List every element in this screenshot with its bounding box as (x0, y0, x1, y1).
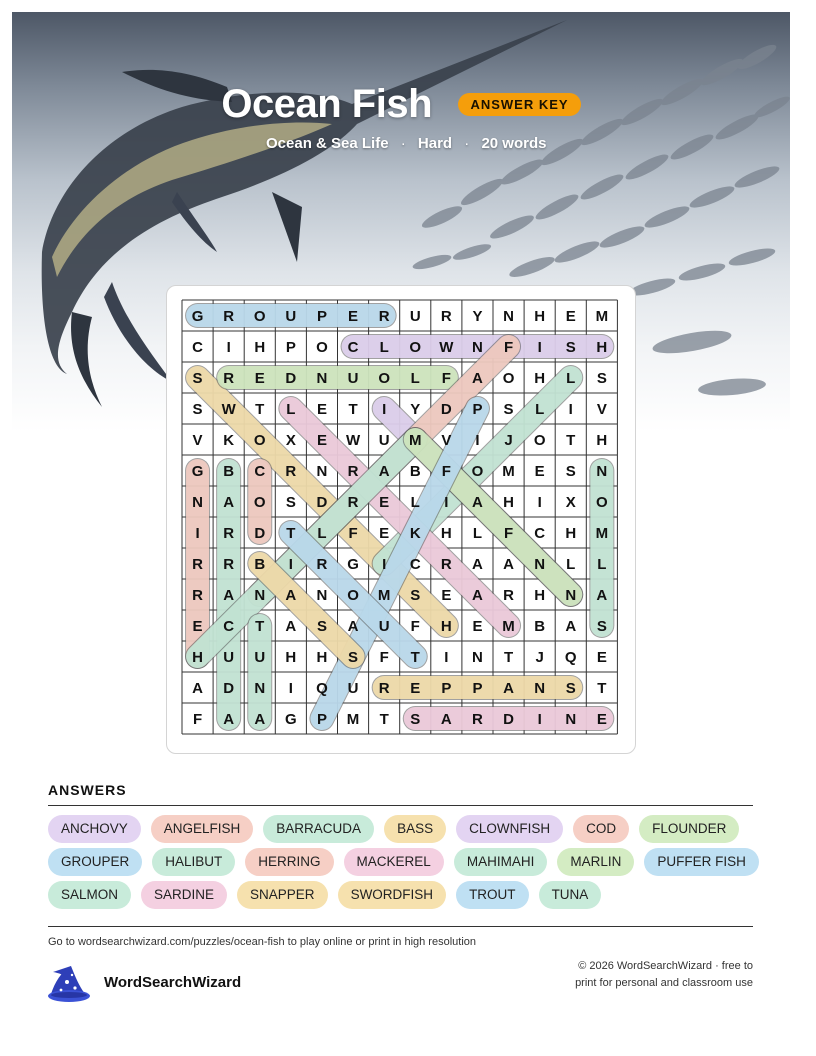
grid-letter: N (534, 680, 546, 697)
answer-chip-angelfish: ANGELFISH (151, 815, 254, 843)
separator-dot: · (464, 135, 470, 152)
grid-letter: L (286, 401, 296, 418)
grid-letter: T (597, 680, 607, 697)
grid-letter: R (223, 525, 235, 542)
answer-row (48, 815, 768, 848)
grid-letter: O (533, 432, 546, 449)
grid-letter: I (382, 556, 387, 573)
answers-heading: ANSWERS (48, 782, 127, 798)
grid-letter: A (254, 711, 266, 728)
grid-letter: A (440, 711, 452, 728)
footer-url-text: Go to wordsearchwizard.com/puzzles/ocean-fish to play online or print in high resolution (48, 936, 476, 948)
grid-letter: N (596, 463, 608, 480)
grid-letter: N (192, 494, 203, 511)
grid-letter: E (472, 618, 483, 635)
grid-letter: E (534, 463, 545, 480)
grid-letter: G (191, 463, 204, 480)
grid-letter: O (347, 587, 359, 604)
category-label: Ocean & Sea Life (266, 135, 389, 152)
grid-letter: M (595, 308, 609, 325)
grid-letter: C (254, 463, 266, 480)
answer-chip-marlin: MARLIN (557, 848, 634, 876)
grid-letter: L (317, 525, 327, 542)
grid-letter: B (409, 463, 421, 480)
grid-letter: P (472, 401, 483, 418)
answer-chip-cod: COD (573, 815, 629, 843)
divider (48, 805, 753, 806)
grid-letter: C (347, 339, 359, 356)
separator-dot: · (400, 135, 406, 152)
grid-letter: Q (564, 649, 577, 666)
grid-letter: D (254, 525, 266, 542)
grid-letter: N (254, 587, 266, 604)
grid-letter: D (316, 494, 328, 511)
grid-letter: F (410, 618, 420, 635)
grid-letter: W (439, 339, 454, 356)
grid-letter: I (444, 494, 449, 511)
brand-name: WordSearchWizard (104, 974, 242, 991)
grid-letter: F (441, 370, 451, 387)
grid-letter: U (347, 680, 359, 697)
grid-letter: F (503, 525, 514, 542)
copyright-text: © 2026 WordSearchWizard · free to print for personal and classroom use (575, 960, 753, 989)
grid-letter: V (596, 401, 607, 418)
grid-letter: T (503, 649, 514, 666)
grid-letter: C (223, 618, 235, 635)
grid-letter: U (223, 649, 235, 666)
answer-list (48, 815, 768, 914)
grid-letter: T (379, 711, 389, 728)
grid-letter: B (254, 556, 266, 573)
word-count-label: 20 words (481, 135, 547, 152)
grid-letter: D (503, 711, 514, 728)
grid-letter: H (534, 308, 546, 325)
grid-letter: I (537, 494, 542, 511)
grid-letter: B (534, 618, 546, 635)
grid-letter: A (472, 370, 483, 387)
grid-letter: R (223, 370, 235, 387)
grid-letter: I (288, 556, 293, 573)
grid-letter: E (254, 370, 265, 387)
answer-chip-mahimahi: MAHIMAHI (454, 848, 548, 876)
answer-chip-sardine: SARDINE (141, 881, 227, 909)
difficulty-label: Hard (417, 135, 453, 152)
grid-letter: H (440, 525, 452, 542)
answer-chip-mackerel: MACKEREL (344, 848, 444, 876)
grid-letter: H (440, 618, 452, 635)
grid-letter: L (410, 494, 420, 511)
grid-letter: J (504, 432, 513, 449)
grid-letter: N (316, 370, 328, 387)
grid-letter: H (285, 649, 297, 666)
grid-letter: U (409, 308, 421, 325)
grid-letter: R (223, 308, 235, 325)
grid-letter: N (534, 556, 546, 573)
grid-letter: J (535, 649, 544, 666)
grid-letter: C (192, 339, 203, 356)
answer-chip-tuna: TUNA (539, 881, 602, 909)
answer-chip-halibut: HALIBUT (152, 848, 235, 876)
grid-letter: H (596, 432, 608, 449)
grid-letter: D (285, 370, 297, 387)
grid-letter: T (255, 618, 265, 635)
grid-letter: R (440, 308, 452, 325)
grid-letter: S (192, 401, 203, 418)
answer-row (48, 848, 768, 881)
grid-letter: B (223, 463, 235, 480)
grid-letter: R (347, 463, 359, 480)
grid-letter: A (223, 711, 235, 728)
grid-letter: L (566, 556, 576, 573)
grid-letter: L (379, 339, 389, 356)
grid-letter: T (255, 401, 265, 418)
grid-letter: F (192, 711, 203, 728)
grid-letter: S (192, 370, 203, 387)
grid-letter: E (379, 494, 390, 511)
grid-letter: H (316, 649, 328, 666)
grid-letter: R (192, 556, 203, 573)
grid-letter: E (596, 649, 607, 666)
grid-letter: I (475, 432, 480, 449)
grid-letter: Q (316, 680, 328, 697)
grid-letter: I (537, 711, 542, 728)
puzzle-grid (167, 286, 635, 753)
grid-letter: H (534, 587, 546, 604)
grid-letter: U (254, 649, 266, 666)
grid-letter: R (440, 556, 452, 573)
grid-letter: H (534, 370, 546, 387)
grid-letter: S (503, 401, 514, 418)
grid-letter: M (409, 432, 422, 449)
answer-chip-clownfish: CLOWNFISH (456, 815, 563, 843)
grid-letter: E (379, 525, 390, 542)
grid-letter: E (410, 680, 421, 697)
grid-letter: S (410, 587, 421, 604)
grid-letter: S (565, 463, 576, 480)
grid-letter: S (596, 370, 607, 387)
grid-letter: O (253, 308, 266, 325)
grid-letter: A (503, 556, 514, 573)
grid-letter: E (316, 401, 327, 418)
grid-letter: I (537, 339, 542, 356)
grid-letter: H (254, 339, 266, 356)
grid-letter: M (595, 525, 609, 542)
grid-letter: S (596, 618, 607, 635)
grid-letter: R (285, 463, 297, 480)
grid-letter: F (379, 649, 389, 666)
grid-letter: A (223, 494, 235, 511)
grid-letter: O (409, 339, 422, 356)
grid-letter: O (378, 370, 390, 387)
grid-letter: E (596, 711, 607, 728)
grid-letter: R (316, 556, 328, 573)
grid-letter: V (441, 432, 452, 449)
grid-letter: F (503, 339, 514, 356)
answer-row (48, 881, 768, 914)
grid-letter: M (377, 587, 391, 604)
grid-letter: W (345, 432, 361, 449)
grid-letter: R (472, 711, 483, 728)
grid-letter: H (192, 649, 203, 666)
grid-letter: A (285, 618, 297, 635)
wizard-hat-icon (47, 964, 93, 1009)
grid-letter: S (348, 649, 359, 666)
grid-letter: H (565, 525, 577, 542)
grid-letter: K (409, 525, 421, 542)
answer-chip-grouper: GROUPER (48, 848, 142, 876)
answer-chip-puffer-fish: PUFFER FISH (644, 848, 759, 876)
grid-letter: U (285, 308, 297, 325)
divider (48, 926, 753, 927)
answer-chip-barracuda: BARRACUDA (263, 815, 374, 843)
grid-letter: F (348, 525, 358, 542)
grid-letter: N (472, 649, 483, 666)
answer-chip-trout: TROUT (456, 881, 529, 909)
grid-letter: P (441, 680, 452, 697)
grid-letter: H (503, 494, 514, 511)
answer-chip-salmon: SALMON (48, 881, 131, 909)
grid-letter: R (223, 556, 235, 573)
grid-letter: X (565, 494, 576, 511)
grid-letter: E (192, 618, 203, 635)
grid-letter: N (565, 587, 577, 604)
grid-letter: I (288, 680, 293, 697)
answer-key-badge: ANSWER KEY (458, 93, 580, 116)
grid-letter: N (565, 711, 577, 728)
grid-letter: M (502, 618, 515, 635)
grid-letter: P (285, 339, 296, 356)
grid-letter: O (253, 432, 266, 449)
grid-letter: N (316, 463, 328, 480)
grid-letter: Y (472, 308, 483, 325)
grid-letter: Y (410, 401, 421, 418)
answer-chip-swordfish: SWORDFISH (338, 881, 447, 909)
grid-letter: A (472, 587, 483, 604)
grid-letter: A (285, 587, 297, 604)
grid-letter: R (503, 587, 514, 604)
grid-letter: R (192, 587, 203, 604)
grid-letter: L (535, 401, 545, 418)
grid-letter: S (410, 711, 421, 728)
grid-letter: G (347, 556, 359, 573)
grid-letter: G (285, 711, 297, 728)
grid-letter: A (565, 618, 577, 635)
grid-letter: G (191, 308, 204, 325)
grid-letter: E (348, 308, 359, 325)
grid-letter: C (409, 556, 421, 573)
grid-letter: E (565, 308, 576, 325)
title-row (12, 82, 790, 127)
grid-letter: S (565, 680, 576, 697)
grid-letter: A (347, 618, 359, 635)
grid-letter: D (440, 401, 452, 418)
grid-letter: L (566, 370, 576, 387)
grid-letter: L (410, 370, 420, 387)
grid-letter: A (503, 680, 514, 697)
grid-letter: I (444, 649, 449, 666)
grid-letter: U (378, 618, 390, 635)
grid-letter: S (565, 339, 576, 356)
grid-letter: T (348, 401, 358, 418)
grid-letter: P (472, 680, 483, 697)
grid-letter: X (285, 432, 296, 449)
grid-letter: A (472, 494, 483, 511)
grid-letter: A (192, 680, 203, 697)
grid-letter: N (254, 680, 266, 697)
grid-letter: S (316, 618, 327, 635)
grid-letter: R (378, 680, 390, 697)
grid-letter: O (471, 463, 484, 480)
answer-chip-flounder: FLOUNDER (639, 815, 739, 843)
grid-letter: N (472, 339, 483, 356)
grid-letter: N (503, 308, 514, 325)
grid-letter: T (410, 649, 420, 666)
grid-letter: I (382, 401, 387, 418)
grid-letter: K (223, 432, 235, 449)
puzzle-grid-card (166, 285, 636, 754)
grid-letter: H (596, 339, 608, 356)
grid-letter: C (534, 525, 546, 542)
grid-letter: N (316, 587, 328, 604)
grid-letter: O (316, 339, 328, 356)
grid-letter: O (253, 494, 266, 511)
grid-letter: U (347, 370, 359, 387)
grid-letter: A (596, 587, 608, 604)
grid-letter: I (568, 401, 573, 418)
grid-letter: L (472, 525, 483, 542)
grid-letter: I (195, 525, 200, 542)
grid-letter: M (502, 463, 515, 480)
grid-letter: V (192, 432, 203, 449)
page-title: Ocean Fish (221, 82, 433, 126)
grid-letter: I (226, 339, 231, 356)
grid-letter: A (472, 556, 483, 573)
grid-letter: T (286, 525, 296, 542)
grid-letter: M (346, 711, 360, 728)
answer-chip-bass: BASS (384, 815, 446, 843)
grid-letter: T (566, 432, 576, 449)
grid-letter: L (597, 556, 607, 573)
grid-letter: P (316, 308, 327, 325)
grid-letter: A (223, 587, 235, 604)
grid-letter: E (441, 587, 452, 604)
grid-letter: A (378, 463, 390, 480)
puzzle-meta (266, 135, 546, 152)
grid-letter: O (502, 370, 515, 387)
answer-chip-anchovy: ANCHOVY (48, 815, 141, 843)
answer-chip-herring: HERRING (245, 848, 333, 876)
grid-letter: U (378, 432, 390, 449)
grid-letter: S (285, 494, 296, 511)
grid-letter: O (596, 494, 608, 511)
grid-letter: P (316, 711, 327, 728)
grid-letter: R (347, 494, 359, 511)
grid-letter: R (378, 308, 390, 325)
grid-letter: E (316, 432, 327, 449)
answer-chip-snapper: SNAPPER (237, 881, 328, 909)
grid-letter: F (441, 463, 451, 480)
grid-letter: W (221, 401, 236, 418)
grid-letter: D (223, 680, 235, 697)
